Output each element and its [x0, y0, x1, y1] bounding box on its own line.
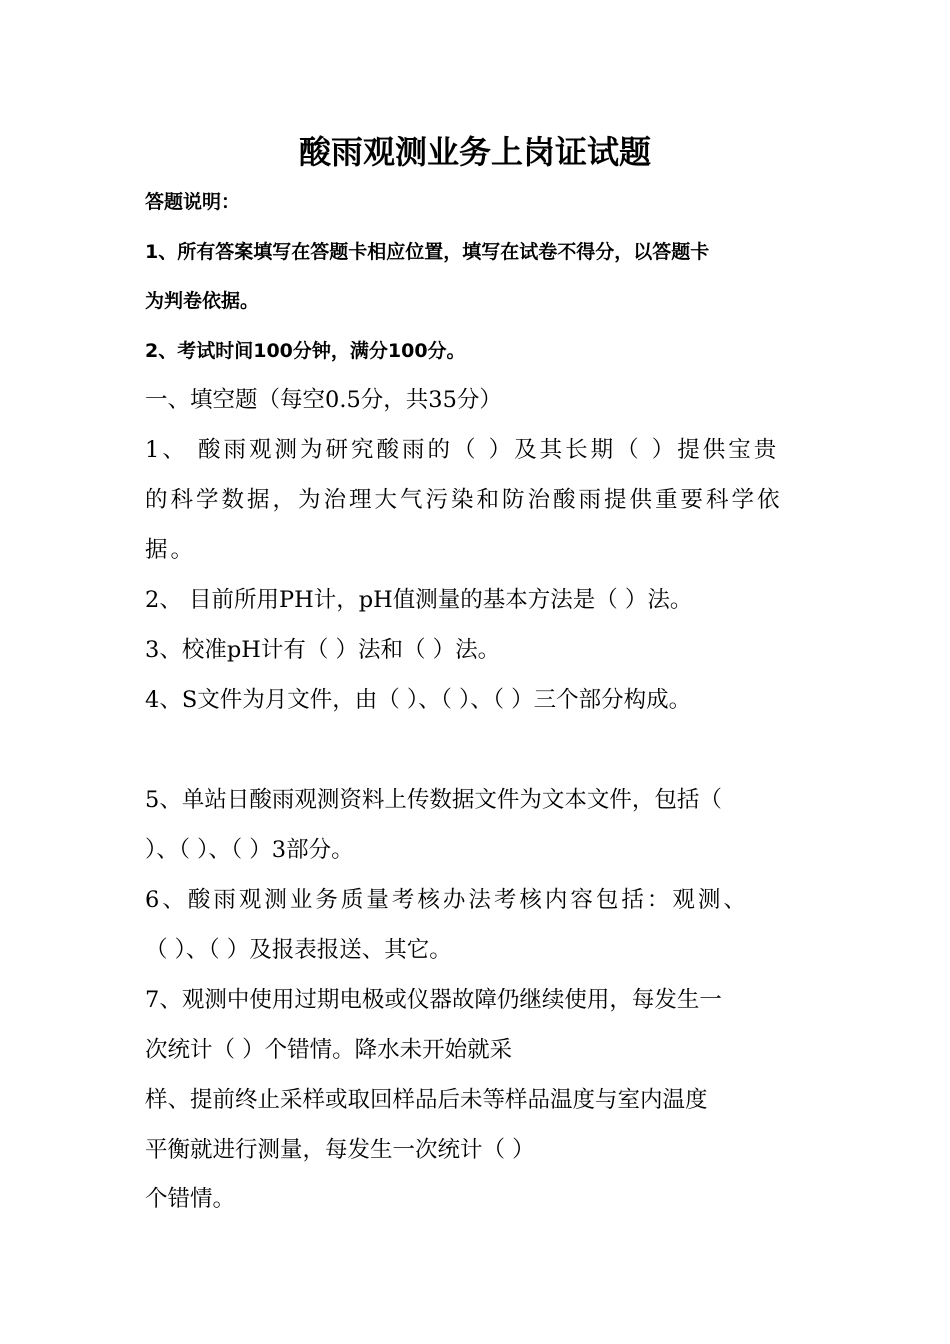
question-line: 平衡就进行测量，每发生一次统计（ ）: [145, 1137, 535, 1163]
question-line: 次统计（ ）个错情。降水未开始就采: [145, 1037, 513, 1063]
question-line: （ ）、（ ）及报表报送、其它。: [145, 937, 452, 963]
question-line: 3、校准pH计有（ ）法和（ ）法。: [145, 637, 501, 663]
instruction-item-1-line-2: 为判卷依据。: [145, 290, 260, 312]
question-line: 4、S文件为月文件，由（ ）、（ ）、（ ）三个部分构成。: [145, 687, 692, 713]
question-line: 7、观测中使用过期电极或仪器故障仍继续使用，每发生一: [145, 987, 722, 1013]
question-line: 6、酸雨观测业务质量考核办法考核内容包括：观测、: [145, 887, 749, 913]
question-line: 5、单站日酸雨观测资料上传数据文件为文本文件，包括（: [145, 787, 722, 813]
question-line: 1、 酸雨观测为研究酸雨的（ ）及其长期（ ）提供宝贵: [145, 437, 780, 463]
instructions-heading: 答题说明：: [145, 191, 241, 213]
question-line: 据。: [145, 537, 197, 563]
instruction-item-2: 2、考试时间100分钟，满分100分。: [145, 340, 466, 362]
instruction-item-1-line-1: 1、所有答案填写在答题卡相应位置，填写在试卷不得分，以答题卡: [145, 241, 710, 263]
question-line: 的科学数据，为治理大气污染和防治酸雨提供重要科学依: [145, 487, 783, 513]
question-line: 个错情。: [145, 1186, 236, 1212]
question-line: 2、 目前所用PH计，pH值测量的基本方法是（ ）法。: [145, 587, 693, 613]
question-line: ）、（ ）、（ ）3部分。: [145, 837, 354, 863]
section-1-heading: 一、填空题（每空0.5分，共35分）: [145, 387, 502, 413]
question-line: 样、提前终止采样或取回样品后未等样品温度与室内温度: [145, 1087, 708, 1113]
document-title: 酸雨观测业务上岗证试题: [298, 133, 651, 171]
